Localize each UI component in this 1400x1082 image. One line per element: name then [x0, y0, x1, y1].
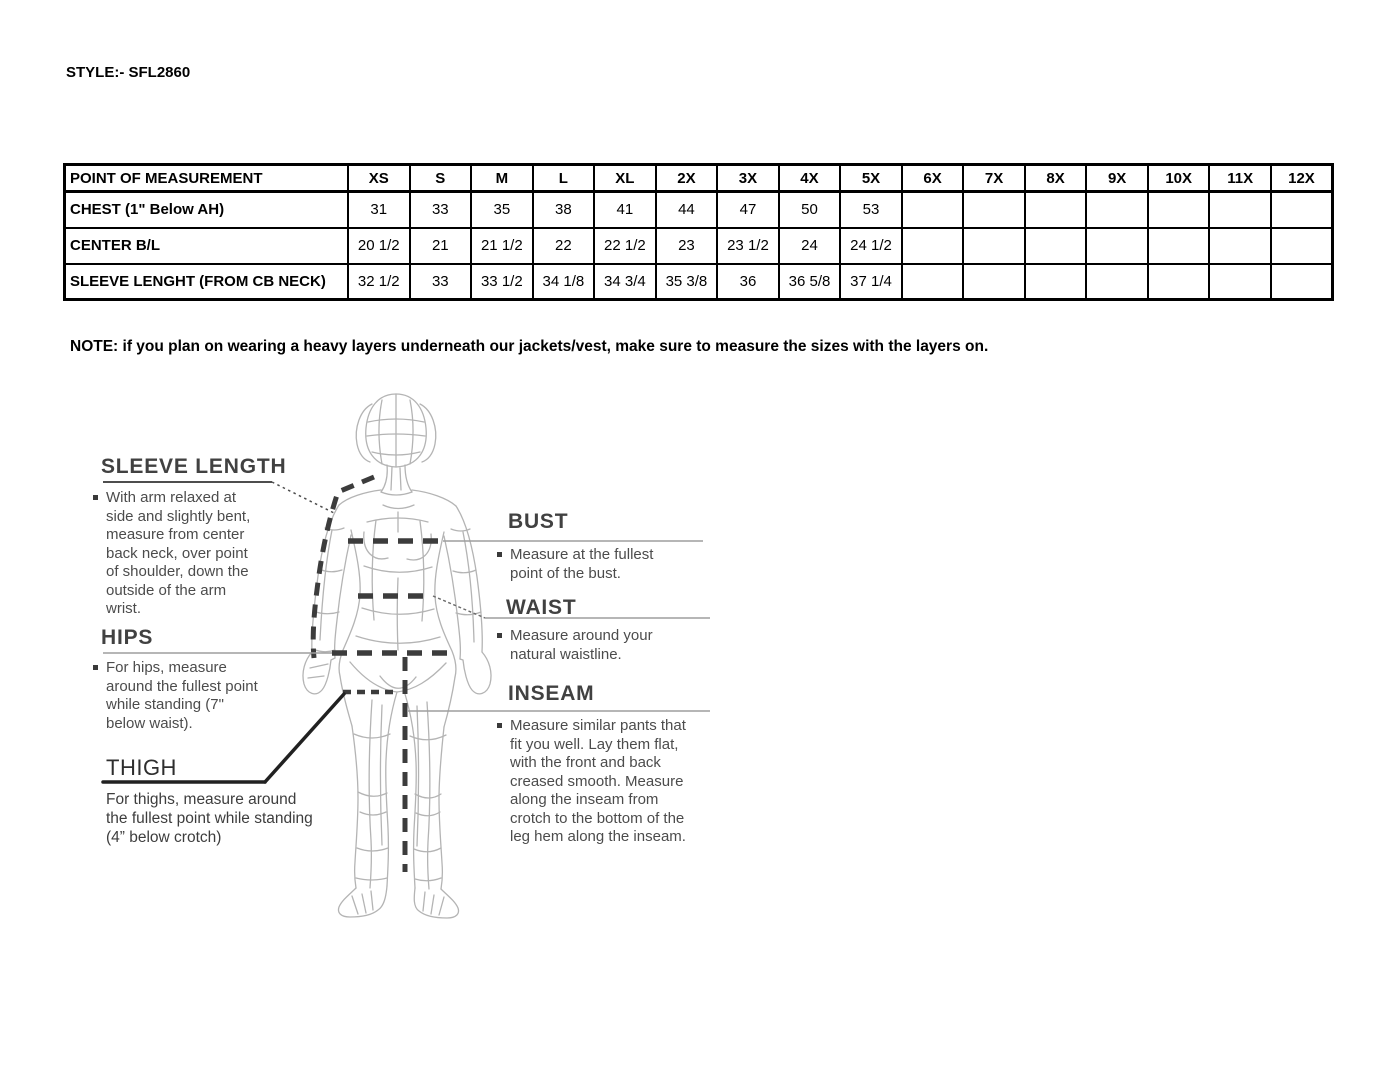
measurement-row [65, 228, 1333, 264]
size-value: 24 [779, 228, 841, 264]
header-size-5X: 5X [840, 165, 902, 192]
header-size-M: M [471, 165, 533, 192]
size-value: 20 1/2 [348, 228, 410, 264]
bullet-square-icon [93, 495, 98, 500]
inseam-instruction [497, 717, 692, 847]
size-value [902, 264, 964, 300]
hair-left [356, 404, 372, 462]
size-value: 36 [717, 264, 779, 300]
header-size-10X: 10X [1148, 165, 1210, 192]
header-size-3X: 3X [717, 165, 779, 192]
size-value: 35 3/8 [656, 264, 718, 300]
row-label: CENTER B/L [65, 228, 349, 264]
header-size-11X: 11X [1209, 165, 1271, 192]
header-point-of-measurement: POINT OF MEASUREMENT [65, 165, 349, 192]
size-value: 34 3/4 [594, 264, 656, 300]
hips-text: For hips, measure around the fullest point while standing (7" below waist). [106, 659, 258, 732]
row-label: SLEEVE LENGHT (FROM CB NECK) [65, 264, 349, 300]
bullet-square-icon [497, 723, 502, 728]
header-size-7X: 7X [963, 165, 1025, 192]
header-size-9X: 9X [1086, 165, 1148, 192]
note-text: NOTE: if you plan on wearing a heavy layers underneath our jackets/vest, make sure to measure the sizes with the layers on. [70, 338, 989, 355]
size-value: 22 1/2 [594, 228, 656, 264]
size-value [1086, 228, 1148, 264]
hips-heading: HIPS [101, 626, 154, 649]
waist-heading: WAIST [506, 596, 577, 619]
inseam-heading: INSEAM [508, 682, 595, 705]
size-value: 53 [840, 192, 902, 228]
waist-text: Measure around your natural waistline. [510, 627, 653, 663]
size-value [1086, 192, 1148, 228]
size-value: 38 [533, 192, 595, 228]
header-size-4X: 4X [779, 165, 841, 192]
size-value: 31 [348, 192, 410, 228]
size-value [963, 264, 1025, 300]
size-value [1271, 192, 1333, 228]
bust-text: Measure at the fullest point of the bust. [510, 546, 654, 582]
sleeve-length-text: With arm relaxed at side and slightly bent, measure from center back neck, over point of shoulder, down the outside of the arm wrist. [106, 489, 251, 617]
size-value [963, 192, 1025, 228]
size-value [1025, 228, 1087, 264]
size-value: 24 1/2 [840, 228, 902, 264]
bullet-square-icon [497, 552, 502, 557]
size-value [1148, 228, 1210, 264]
measurement-row [65, 192, 1333, 228]
sleeve-length-leader-line [272, 482, 334, 513]
sleeve-length-heading: SLEEVE LENGTH [101, 455, 287, 478]
size-value: 36 5/8 [779, 264, 841, 300]
size-value: 21 [410, 228, 472, 264]
size-value: 21 1/2 [471, 228, 533, 264]
size-value [1209, 228, 1271, 264]
header-size-XL: XL [594, 165, 656, 192]
size-value [1086, 264, 1148, 300]
size-value: 37 1/4 [840, 264, 902, 300]
header-size-8X: 8X [1025, 165, 1087, 192]
size-value [1271, 228, 1333, 264]
size-value [1025, 192, 1087, 228]
thigh-heading: THIGH [106, 755, 177, 780]
size-value [1271, 264, 1333, 300]
style-number-title: STYLE:- SFL2860 [66, 64, 191, 81]
size-value [1148, 192, 1210, 228]
size-value [1209, 192, 1271, 228]
sleeve-measure-line [313, 477, 374, 658]
size-value: 35 [471, 192, 533, 228]
size-value: 44 [656, 192, 718, 228]
size-measurement-table [63, 163, 1334, 301]
size-value [1148, 264, 1210, 300]
size-value: 33 1/2 [471, 264, 533, 300]
header-size-6X: 6X [902, 165, 964, 192]
size-value: 34 1/8 [533, 264, 595, 300]
size-value [1209, 264, 1271, 300]
hips-instruction [93, 659, 265, 733]
size-value: 22 [533, 228, 595, 264]
size-value: 50 [779, 192, 841, 228]
size-value [902, 228, 964, 264]
body-outline-figure [303, 394, 491, 918]
size-value: 32 1/2 [348, 264, 410, 300]
header-size-S: S [410, 165, 472, 192]
bust-heading: BUST [508, 510, 569, 533]
bullet-square-icon [93, 665, 98, 670]
bust-instruction [497, 546, 665, 583]
size-value: 47 [717, 192, 779, 228]
thigh-text: For thighs, measure around the fullest point while standing (4” below crotch) [106, 791, 313, 846]
thigh-leader-line [265, 694, 344, 782]
header-size-L: L [533, 165, 595, 192]
waist-instruction [497, 627, 662, 664]
table-header-row [65, 165, 1333, 192]
size-value: 33 [410, 264, 472, 300]
thigh-instruction [106, 790, 321, 847]
size-value [902, 192, 964, 228]
measurement-row [65, 264, 1333, 300]
waist-leader-line [433, 596, 485, 618]
size-value: 23 [656, 228, 718, 264]
size-value: 41 [594, 192, 656, 228]
size-value [963, 228, 1025, 264]
header-size-2X: 2X [656, 165, 718, 192]
header-size-XS: XS [348, 165, 410, 192]
row-label: CHEST (1" Below AH) [65, 192, 349, 228]
size-value: 23 1/2 [717, 228, 779, 264]
header-size-12X: 12X [1271, 165, 1333, 192]
sleeve-length-instruction [93, 489, 261, 619]
size-value [1025, 264, 1087, 300]
bullet-square-icon [497, 633, 502, 638]
size-value: 33 [410, 192, 472, 228]
inseam-text: Measure similar pants that fit you well. Lay them flat, with the front and back creased smooth. Measure along the inseam from crotch to the bottom of the leg hem along the inseam. [510, 717, 686, 845]
hair-right [420, 404, 436, 462]
